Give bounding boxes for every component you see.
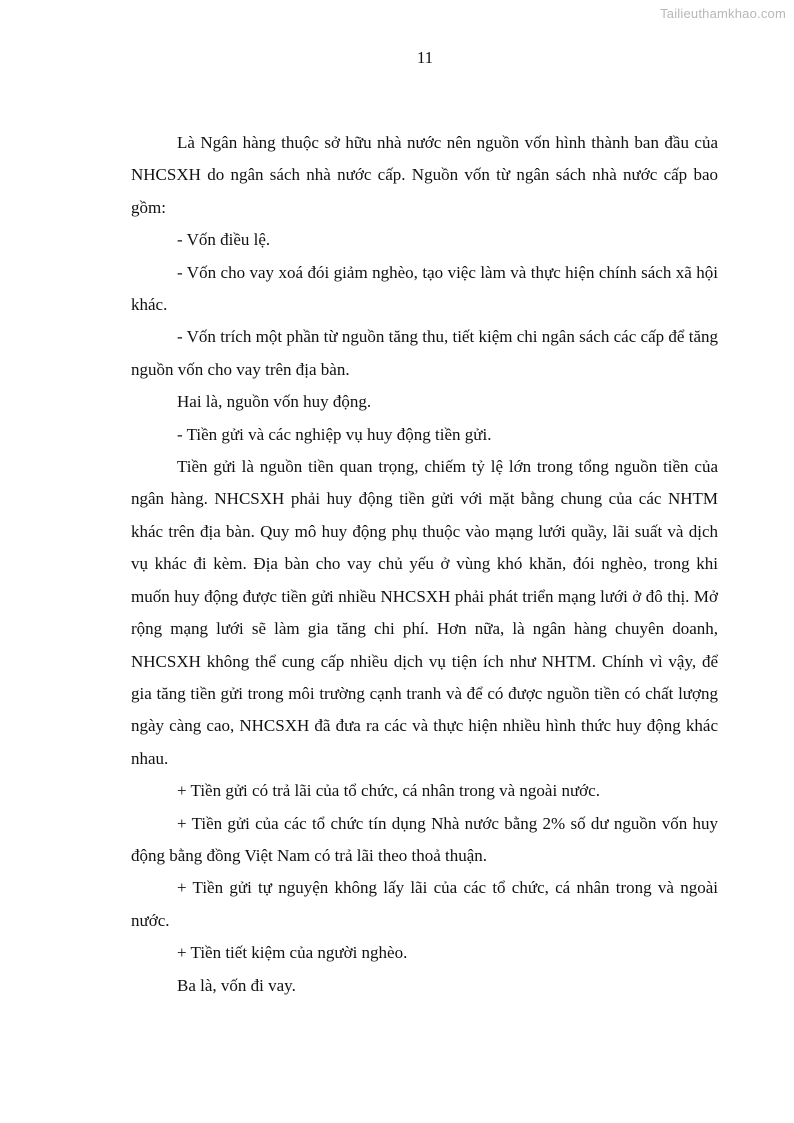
- document-body: [131, 127, 718, 1002]
- page-number: 11: [416, 48, 434, 67]
- section-heading-borrowed-capital: Ba là, vốn đi vay.: [177, 975, 296, 995]
- list-item-interest-deposits: + Tiền gửi có trả lãi của tổ chức, cá nhân trong và ngoài nước.: [177, 781, 600, 801]
- paragraph-intro: Là Ngân hàng thuộc sở hữu nhà nước nên nguồn vốn hình thành ban đầu của NHCSXH do ngân sách nhà nước cấp. Nguồn vốn từ ngân sách nhà nước cấp bao gồm:: [131, 133, 718, 217]
- paragraph-deposits-explanation: Tiền gửi là nguồn tiền quan trọng, chiếm tỷ lệ lớn trong tổng nguồn tiền của ngân hàng. NHCSXH phải huy động tiền gửi với mặt bằng chung của các NHTM khác trên địa bàn. Quy mô huy động phụ thuộc vào mạng lưới quầy, lãi suất và dịch vụ khác đi kèm. Địa bàn cho vay chủ yếu ở vùng khó khăn, đói nghèo, trong khi muốn huy động được tiền gửi nhiều NHCSXH phải phát triển mạng lưới ở đô thị. Mở rộng mạng lưới sẽ làm gia tăng chi phí. Hơn nữa, là ngân hàng chuyên doanh, NHCSXH không thể cung cấp nhiều dịch vụ tiện ích như NHTM. Chính vì vậy, để gia tăng tiền gửi trong môi trường cạnh tranh và để có được nguồn tiền có chất lượng ngày càng cao, NHCSXH đã đưa ra các và thực hiện nhiều hình thức huy động khác nhau.: [131, 457, 718, 768]
- list-item-voluntary-deposits: + Tiền gửi tự nguyện không lấy lãi của các tổ chức, cá nhân trong và ngoài nước.: [131, 878, 718, 930]
- list-item-charter-capital: - Vốn điều lệ.: [177, 230, 271, 250]
- list-item-poor-savings: + Tiền tiết kiệm của người nghèo.: [177, 943, 408, 963]
- section-heading-mobilized-capital: Hai là, nguồn vốn huy động.: [177, 392, 372, 412]
- list-item-poverty-loan-capital: - Vốn cho vay xoá đói giảm nghèo, tạo việc làm và thực hiện chính sách xã hội khác.: [131, 262, 718, 315]
- list-item-deposits: - Tiền gửi và các nghiệp vụ huy động tiền gửi.: [177, 424, 492, 444]
- list-item-budget-savings-capital: - Vốn trích một phần từ nguồn tăng thu, tiết kiệm chi ngân sách các cấp để tăng nguồn vốn cho vay trên địa bàn.: [131, 327, 718, 379]
- watermark-text: Tailieuthamkhao.com: [660, 6, 786, 21]
- list-item-credit-institution-deposits: + Tiền gửi của các tổ chức tín dụng Nhà nước bằng 2% số dư nguồn vốn huy động bằng đồng Việt Nam có trả lãi theo thoả thuận.: [131, 813, 718, 865]
